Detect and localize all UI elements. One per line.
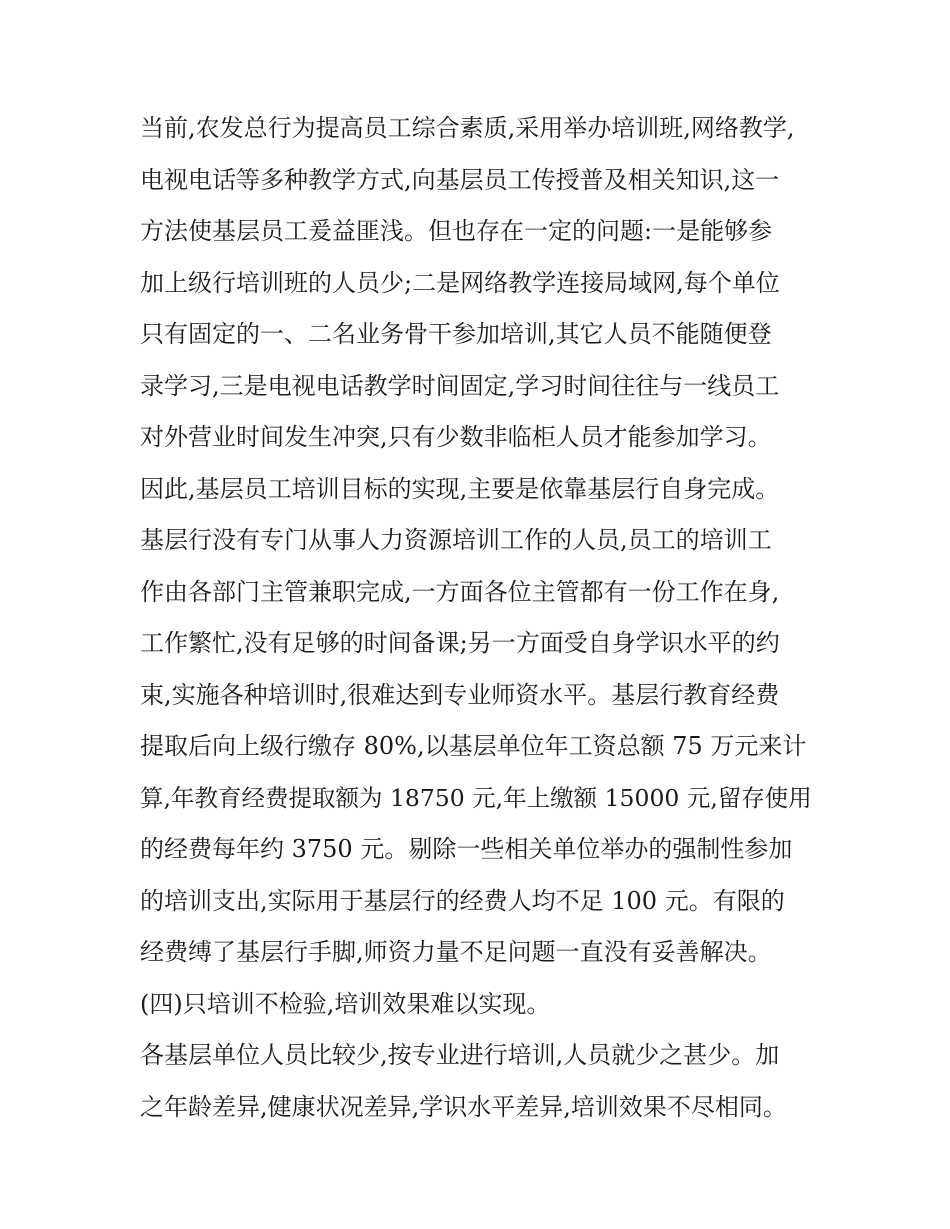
text-line: 算,年教育经费提取额为 18750 元,年上缴额 15000 元,留存使用 [140, 783, 812, 812]
text-line: 束,实施各种培训时,很难达到专业师资水平。基层行教育经费 [140, 680, 780, 709]
text-line: 只有固定的一、二名业务骨干参加培训,其它人员不能随便登 [140, 320, 772, 348]
text-line: 对外营业时间发生冲突,只有少数非临柜人员才能参加学习。 [140, 423, 772, 451]
text-line: 的经费每年约 3750 元。剔除一些相关单位举办的强制性参加 [140, 835, 793, 863]
text-line: 基层行没有专门从事人力资源培训工作的人员,员工的培训工 [140, 526, 772, 554]
text-line: 工作繁忙,没有足够的时间备课;另一方面受自身学识水平的约 [140, 629, 780, 657]
text-line: 当前,农发总行为提高员工综合素质,采用举办培训班,网络教学, [140, 114, 795, 142]
text-line: 经费缚了基层行手脚,师资力量不足问题一直没有妥善解决。 [140, 938, 772, 966]
body-text [140, 103, 820, 1133]
text-line: 方法使基层员工爰益匪浅。但也存在一定的问题:一是能够参 [140, 217, 773, 245]
text-line: 录学习,三是电视电话教学时间固定,学习时间往往与一线员工 [140, 371, 780, 400]
text-line: 的培训支出,实际用于基层行的经费人均不足 100 元。有限的 [140, 886, 785, 915]
text-line: 提取后向上级行缴存 80%,以基层单位年工资总额 75 万元来计 [140, 732, 807, 760]
section-heading: (四)只培训不检验,培训效果难以实现。 [140, 989, 551, 1018]
text-line: 因此,基层员工培训目标的实现,主要是依靠基层行自身完成。 [140, 474, 780, 503]
text-line: 之年龄差异,健康状况差异,学识水平差异,培训效果不尽相同。 [140, 1092, 787, 1121]
text-line: 作由各部门主管兼职完成,一方面各位主管都有一份工作在身, [140, 577, 780, 606]
text-line: 各基层单位人员比较少,按专业进行培训,人员就少之甚少。加 [140, 1041, 780, 1069]
text-line: 加上级行培训班的人员少;二是网络教学连接局域网,每个单位 [140, 268, 780, 297]
text-line: 电视电话等多种教学方式,向基层员工传授普及相关知识,这一 [140, 165, 780, 194]
